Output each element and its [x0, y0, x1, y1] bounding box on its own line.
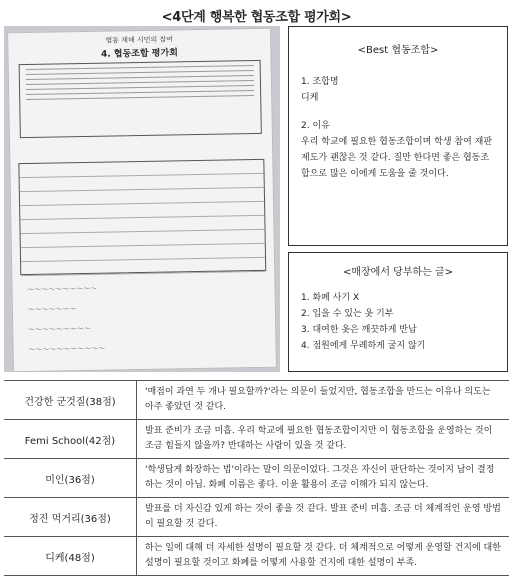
advice-heading: <매장에서 당부하는 글>	[342, 267, 454, 278]
coop-comment: 발표 준비가 조금 미흡. 우리 학교에 필요한 협동조합이지만 이 협동조합을 운영하는 것이 조금 힘들지 않을까? 반대하는 사람이 있을 것 같다.	[137, 420, 510, 459]
best-label-name: 1. 조합명	[301, 77, 339, 87]
advice-item: 4. 점원에게 무례하게 굴지 않기	[301, 341, 426, 351]
handwriting-line: ～～～～～～～～～～	[26, 284, 97, 295]
coop-comment: 하는 일에 대해 더 자세한 설명이 필요할 것 같다. 더 체계적으로 어떻게 운영할 건지에 대한 설명이 필요할 것이고 화폐를 어떻게 사용할 건지에 대한 설명이 부족.	[137, 537, 510, 576]
handwriting-line: ～～～～～～～～～～～	[27, 344, 105, 355]
best-cooperative-box	[288, 26, 508, 246]
worksheet-score-table	[18, 159, 266, 275]
handwriting-line: ～～～～～～～～～	[27, 324, 91, 335]
coop-name: 미인(36점)	[4, 459, 137, 498]
advice-item: 1. 화폐 사기 X	[301, 293, 360, 303]
table-row	[4, 459, 509, 498]
table-row	[4, 420, 509, 459]
store-advice-box	[288, 252, 508, 372]
handwriting-line: ～～～～～～～	[26, 305, 76, 315]
worksheet-title: 4. 협동조합 평가회	[100, 48, 178, 60]
best-label-reason: 2. 이유	[301, 121, 330, 131]
table-row	[4, 381, 509, 420]
coop-name: 건강한 군것질(38점)	[4, 381, 137, 420]
worksheet-criteria-box	[19, 60, 262, 138]
coop-name: 디케(48점)	[4, 537, 137, 576]
best-reason: 우리 학교에 필요한 협동조합이며 학생 참여 재판 제도가 괜찮은 것 같다. 질만 한다면 좋은 협동조합으로 많은 이에게 도움을 줄 것이다.	[301, 137, 493, 179]
coop-name: Femi School(42점)	[4, 420, 137, 459]
best-name: 디케	[301, 93, 319, 103]
coop-comment: '매점이 과연 두 개나 필요할까?'라는 의문이 들었지만, 협동조합을 만드는 이유나 의도는 아주 좋았던 것 같다.	[137, 381, 510, 420]
page-title: <4단계 행복한 협동조합 평가회>	[161, 10, 352, 25]
coop-comment: '학생답게 화장하는 법'이라는 말이 의문이었다. 그것은 자신이 판단하는 것이지 남이 결정하는 것이 아님. 화폐 이름은 좋다. 이윤 활용이 조금 이해가 되지 않는다.	[137, 459, 510, 498]
table-row	[4, 537, 509, 576]
worksheet-photo	[4, 26, 280, 372]
coop-name: 정진 먹거리(36점)	[4, 498, 137, 537]
best-heading: <Best 협동조합>	[357, 45, 439, 56]
advice-item: 3. 대여한 옷은 깨끗하게 반납	[301, 325, 417, 335]
evaluation-table	[4, 380, 509, 576]
table-row	[4, 498, 509, 537]
coop-comment: 발표를 더 자신감 있게 하는 것이 좋을 것 같다. 발표 준비 미흡. 조금 더 체계적인 운영 방법이 필요할 것 같다.	[137, 498, 510, 537]
worksheet-header: 협동 재해 시민의 참여	[105, 35, 174, 45]
worksheet-sheet	[7, 28, 277, 372]
advice-item: 2. 입을 수 있는 옷 기부	[301, 309, 394, 319]
